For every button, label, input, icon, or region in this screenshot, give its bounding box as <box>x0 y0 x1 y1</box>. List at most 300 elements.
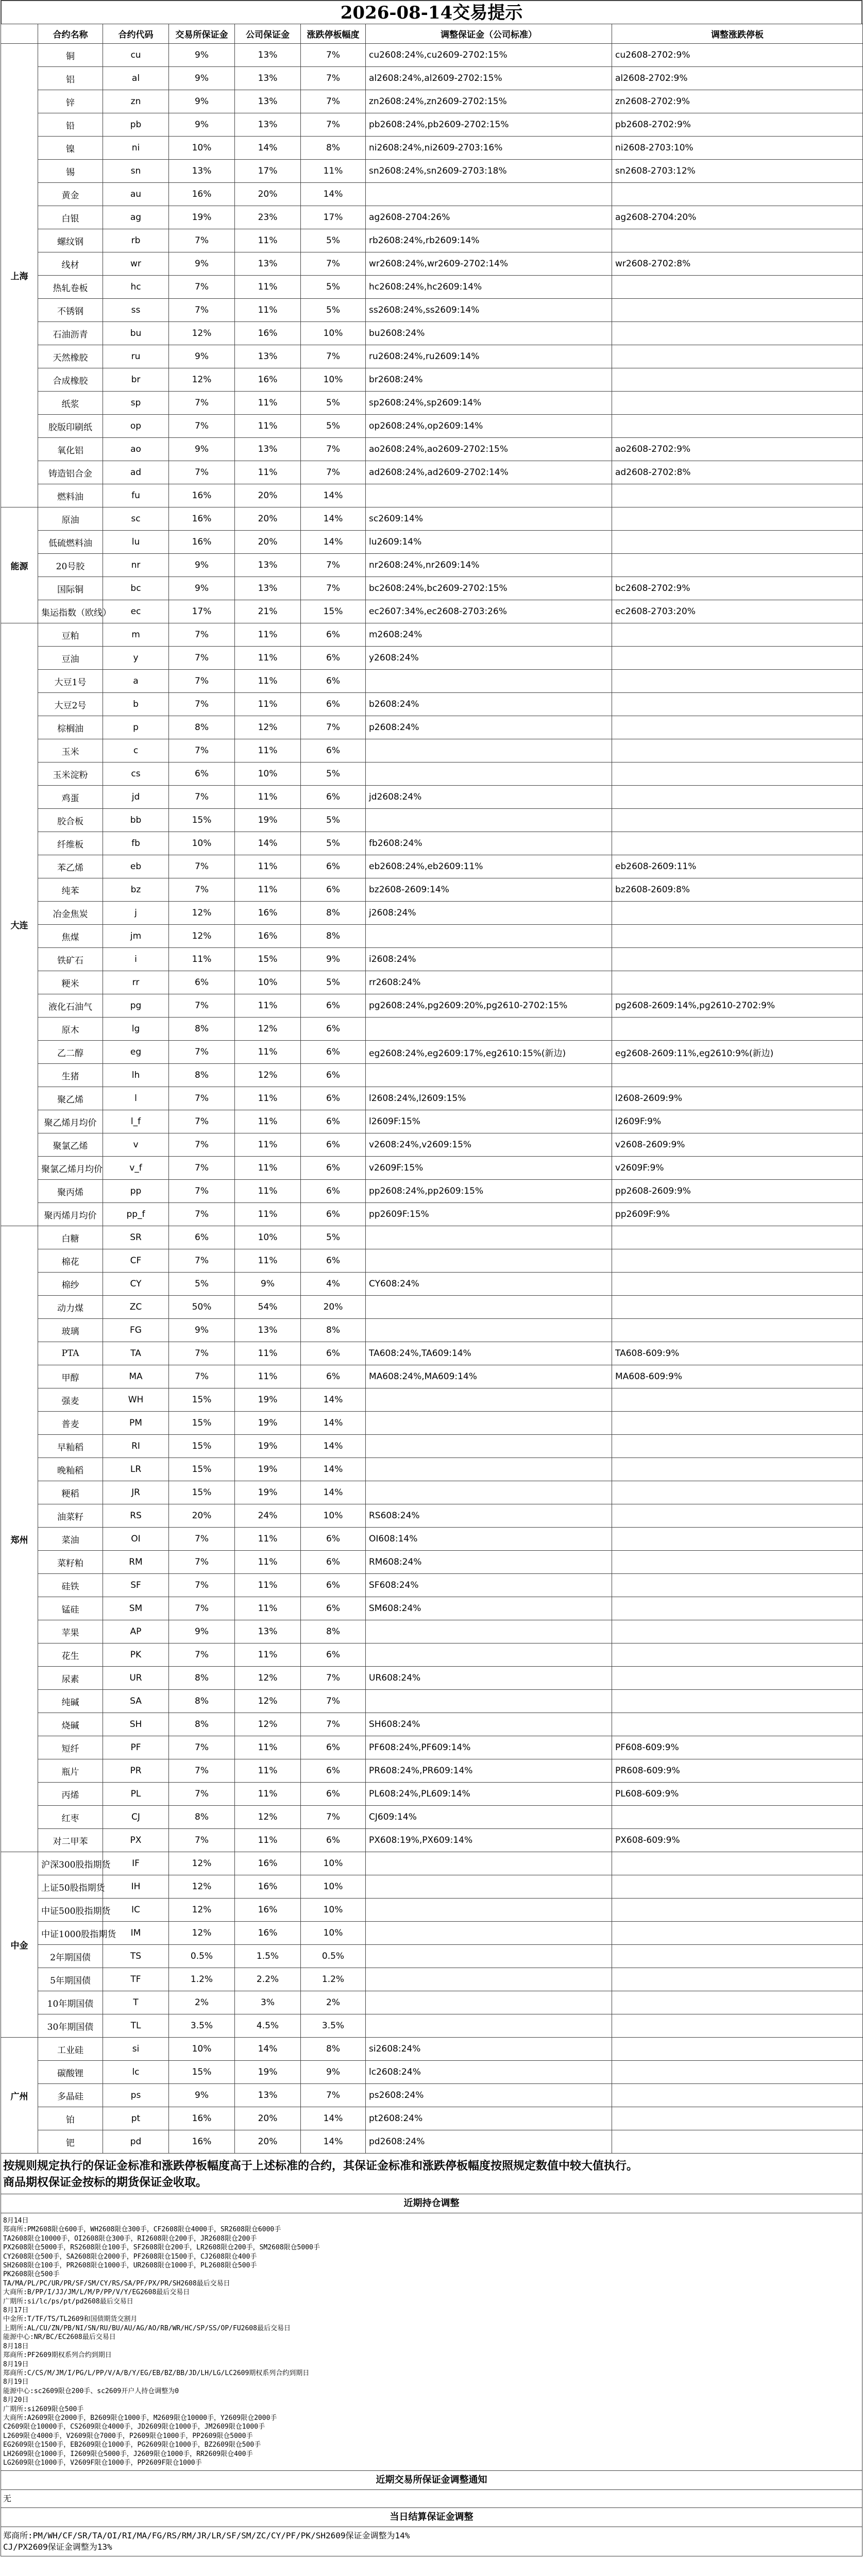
contract-code-cell: rb <box>103 229 169 252</box>
contract-name-cell: 白银 <box>38 206 103 229</box>
company-margin-cell: 11% <box>235 1133 301 1157</box>
contract-code-cell: y <box>103 647 169 670</box>
company-margin-cell: 11% <box>235 415 301 438</box>
contract-code-cell: pg <box>103 994 169 1018</box>
adjusted-margin-cell: eb2608:24%,eb2609:11% <box>366 855 612 878</box>
contract-code-cell: OI <box>103 1528 169 1551</box>
company-margin-cell: 16% <box>235 902 301 925</box>
adjusted-limit-cell <box>612 299 863 322</box>
adjusted-margin-cell: SH608:24% <box>366 1713 612 1736</box>
price-limit-cell: 2% <box>301 1991 366 2014</box>
contract-code-cell: IH <box>103 1875 169 1899</box>
contract-name-cell: 10年期国债 <box>38 1991 103 2014</box>
contract-name-cell: 锡 <box>38 160 103 183</box>
contract-code-cell: au <box>103 183 169 206</box>
table-row <box>1 2038 863 2061</box>
contract-name-cell: 晚籼稻 <box>38 1458 103 1481</box>
exchange-margin-cell: 12% <box>169 1875 235 1899</box>
price-limit-cell: 7% <box>301 252 366 276</box>
price-limit-cell: 8% <box>301 1620 366 1643</box>
adjusted-limit-cell <box>612 1620 863 1643</box>
adjusted-limit-cell <box>612 1528 863 1551</box>
contract-code-cell: nr <box>103 554 169 577</box>
contract-code-cell: TL <box>103 2014 169 2038</box>
contract-code-cell: fu <box>103 484 169 507</box>
company-margin-cell: 12% <box>235 1806 301 1829</box>
contract-code-cell: op <box>103 415 169 438</box>
table-row <box>1 2014 863 2038</box>
adjusted-margin-cell: lu2609:14% <box>366 531 612 554</box>
header-exchange-margin: 交易所保证金 <box>169 24 235 44</box>
company-margin-cell: 14% <box>235 2038 301 2061</box>
adjusted-margin-cell <box>366 1899 612 1922</box>
price-limit-cell: 14% <box>301 2107 366 2130</box>
contract-code-cell: jd <box>103 786 169 809</box>
exchange-margin-cell: 9% <box>169 67 235 90</box>
price-limit-cell: 6% <box>301 1365 366 1388</box>
adjusted-margin-cell: bc2608:24%,bc2609-2702:15% <box>366 577 612 600</box>
contract-name-cell: 国际铜 <box>38 577 103 600</box>
company-margin-cell: 11% <box>235 229 301 252</box>
price-limit-cell: 8% <box>301 925 366 948</box>
exchange-margin-cell: 16% <box>169 484 235 507</box>
adjusted-margin-cell: CY608:24% <box>366 1273 612 1296</box>
contract-name-cell: 铝 <box>38 67 103 90</box>
company-margin-cell: 12% <box>235 1713 301 1736</box>
exchange-margin-cell: 12% <box>169 1922 235 1945</box>
table-row <box>1 716 863 739</box>
adjusted-margin-cell: ss2608:24%,ss2609:14% <box>366 299 612 322</box>
company-margin-cell: 11% <box>235 855 301 878</box>
adjusted-limit-cell <box>612 2107 863 2130</box>
adjusted-limit-cell <box>612 1806 863 1829</box>
adjusted-margin-cell <box>366 1319 612 1342</box>
table-row <box>1 994 863 1018</box>
price-limit-cell: 6% <box>301 1180 366 1203</box>
today-deposit-body: 郑商所:PM/WH/CF/SR/TA/OI/RI/MA/FG/RS/RM/JR/LR/SF/SM/ZC/CY/PF/PK/SH2609保证金调整为14% CJ/PX2609保证金调整为13% <box>1 2527 862 2556</box>
price-limit-cell: 7% <box>301 90 366 113</box>
price-limit-cell: 6% <box>301 994 366 1018</box>
table-row <box>1 1968 863 1991</box>
exchange-margin-cell: 12% <box>169 322 235 345</box>
company-margin-cell: 10% <box>235 971 301 994</box>
adjusted-margin-cell <box>366 1481 612 1504</box>
company-margin-cell: 20% <box>235 531 301 554</box>
contract-code-cell: MA <box>103 1365 169 1388</box>
price-limit-cell: 14% <box>301 2130 366 2154</box>
price-limit-cell: 6% <box>301 670 366 693</box>
adjusted-margin-cell: SF608:24% <box>366 1574 612 1597</box>
price-limit-cell: 7% <box>301 113 366 137</box>
adjusted-margin-cell: ag2608-2704:26% <box>366 206 612 229</box>
company-margin-cell: 13% <box>235 252 301 276</box>
contract-code-cell: rr <box>103 971 169 994</box>
exchange-margin-cell: 9% <box>169 577 235 600</box>
company-margin-cell: 11% <box>235 1157 301 1180</box>
adjusted-margin-cell: PX608:19%,PX609:14% <box>366 1829 612 1852</box>
contract-name-cell: 油菜籽 <box>38 1504 103 1528</box>
exchange-margin-cell: 6% <box>169 762 235 786</box>
company-margin-cell: 11% <box>235 1342 301 1365</box>
contract-name-cell: 纤维板 <box>38 832 103 855</box>
company-margin-cell: 4.5% <box>235 2014 301 2038</box>
exchange-margin-cell: 7% <box>169 647 235 670</box>
table-row <box>1 1783 863 1806</box>
price-limit-cell: 7% <box>301 345 366 368</box>
adjusted-margin-cell <box>366 1968 612 1991</box>
adjusted-limit-cell <box>612 786 863 809</box>
adjusted-limit-cell: l2609F:9% <box>612 1110 863 1133</box>
contract-code-cell: SM <box>103 1597 169 1620</box>
contract-name-cell: 胶版印刷纸 <box>38 415 103 438</box>
contract-code-cell: IM <box>103 1922 169 1945</box>
contract-name-cell: 锌 <box>38 90 103 113</box>
price-limit-cell: 14% <box>301 484 366 507</box>
contract-code-cell: br <box>103 368 169 392</box>
margin-table <box>1 24 863 2154</box>
table-row <box>1 368 863 392</box>
adjusted-limit-cell <box>612 971 863 994</box>
adjusted-limit-cell <box>612 322 863 345</box>
contract-code-cell: ss <box>103 299 169 322</box>
contract-name-cell: 30年期国债 <box>38 2014 103 2038</box>
table-row <box>1 276 863 299</box>
contract-code-cell: cu <box>103 44 169 67</box>
company-margin-cell: 54% <box>235 1296 301 1319</box>
adjusted-limit-cell <box>612 948 863 971</box>
contract-code-cell: wr <box>103 252 169 276</box>
contract-name-cell: 螺纹钢 <box>38 229 103 252</box>
contract-code-cell: pp <box>103 1180 169 1203</box>
adjusted-limit-cell: bz2608-2609:8% <box>612 878 863 902</box>
exchange-margin-cell: 7% <box>169 1829 235 1852</box>
price-limit-cell: 10% <box>301 1875 366 1899</box>
table-row <box>1 1597 863 1620</box>
contract-code-cell: sp <box>103 392 169 415</box>
contract-name-cell: 工业硅 <box>38 2038 103 2061</box>
contract-code-cell: CF <box>103 1249 169 1273</box>
contract-name-cell: 苹果 <box>38 1620 103 1643</box>
contract-name-cell: 燃料油 <box>38 484 103 507</box>
adjusted-margin-cell: si2608:24% <box>366 2038 612 2061</box>
price-limit-cell: 20% <box>301 1296 366 1319</box>
adjusted-limit-cell <box>612 1551 863 1574</box>
adjusted-margin-cell: jd2608:24% <box>366 786 612 809</box>
contract-code-cell: PK <box>103 1643 169 1667</box>
company-margin-cell: 11% <box>235 1574 301 1597</box>
price-limit-cell: 8% <box>301 902 366 925</box>
adjusted-margin-cell: pt2608:24% <box>366 2107 612 2130</box>
table-row <box>1 925 863 948</box>
adjusted-margin-cell <box>366 1852 612 1875</box>
adjusted-limit-cell <box>612 2130 863 2154</box>
price-limit-cell: 5% <box>301 276 366 299</box>
contract-code-cell: JR <box>103 1481 169 1504</box>
table-row <box>1 739 863 762</box>
adjusted-limit-cell <box>612 276 863 299</box>
table-row <box>1 322 863 345</box>
adjusted-margin-cell <box>366 1296 612 1319</box>
exchange-margin-cell: 19% <box>169 206 235 229</box>
adjusted-margin-cell: al2608:24%,al2609-2702:15% <box>366 67 612 90</box>
company-margin-cell: 13% <box>235 438 301 461</box>
table-row <box>1 415 863 438</box>
header-price-limit: 涨跌停板幅度 <box>301 24 366 44</box>
contract-name-cell: 胶合板 <box>38 809 103 832</box>
price-limit-cell: 6% <box>301 1203 366 1226</box>
price-limit-cell: 14% <box>301 1388 366 1412</box>
company-margin-cell: 19% <box>235 1458 301 1481</box>
exchange-margin-cell: 9% <box>169 438 235 461</box>
contract-code-cell: SF <box>103 1574 169 1597</box>
contract-name-cell: 碳酸锂 <box>38 2061 103 2084</box>
company-margin-cell: 15% <box>235 948 301 971</box>
price-limit-cell: 6% <box>301 1041 366 1064</box>
exchange-margin-cell: 16% <box>169 183 235 206</box>
table-row <box>1 1551 863 1574</box>
table-row <box>1 878 863 902</box>
adjusted-margin-cell: l2608:24%,l2609:15% <box>366 1087 612 1110</box>
price-limit-cell: 17% <box>301 206 366 229</box>
adjusted-limit-cell: wr2608-2702:8% <box>612 252 863 276</box>
table-row <box>1 345 863 368</box>
contract-name-cell: 苯乙烯 <box>38 855 103 878</box>
exchange-margin-cell: 7% <box>169 670 235 693</box>
company-margin-cell: 11% <box>235 1365 301 1388</box>
adjusted-margin-cell <box>366 809 612 832</box>
company-margin-cell: 11% <box>235 461 301 484</box>
adjusted-margin-cell: hc2608:24%,hc2609:14% <box>366 276 612 299</box>
adjusted-margin-cell: sp2608:24%,sp2609:14% <box>366 392 612 415</box>
price-limit-cell: 0.5% <box>301 1945 366 1968</box>
adjusted-margin-cell: PF608:24%,PF609:14% <box>366 1736 612 1759</box>
contract-code-cell: eb <box>103 855 169 878</box>
exchange-margin-cell: 7% <box>169 1180 235 1203</box>
contract-code-cell: m <box>103 623 169 647</box>
price-limit-cell: 7% <box>301 554 366 577</box>
contract-name-cell: 多晶硅 <box>38 2084 103 2107</box>
company-margin-cell: 11% <box>235 994 301 1018</box>
contract-name-cell: 纯苯 <box>38 878 103 902</box>
adjusted-limit-cell <box>612 1852 863 1875</box>
contract-code-cell: jm <box>103 925 169 948</box>
contract-code-cell: TA <box>103 1342 169 1365</box>
table-row <box>1 1087 863 1110</box>
contract-name-cell: 白糖 <box>38 1226 103 1249</box>
price-limit-cell: 6% <box>301 1133 366 1157</box>
price-limit-cell: 5% <box>301 299 366 322</box>
company-margin-cell: 2.2% <box>235 1968 301 1991</box>
contract-name-cell: 聚氯乙烯月均价 <box>38 1157 103 1180</box>
price-limit-cell: 6% <box>301 623 366 647</box>
contract-name-cell: 20号胶 <box>38 554 103 577</box>
adjusted-margin-cell <box>366 1388 612 1412</box>
exchange-cell: 能源 <box>1 507 38 623</box>
contract-code-cell: a <box>103 670 169 693</box>
table-row <box>1 160 863 183</box>
exchange-cell: 郑州 <box>1 1226 38 1852</box>
company-margin-cell: 16% <box>235 925 301 948</box>
company-margin-cell: 20% <box>235 2107 301 2130</box>
price-limit-cell: 5% <box>301 762 366 786</box>
exchange-margin-cell: 7% <box>169 1551 235 1574</box>
table-row <box>1 1504 863 1528</box>
adjusted-limit-cell: pb2608-2702:9% <box>612 113 863 137</box>
price-limit-cell: 6% <box>301 647 366 670</box>
contract-name-cell: 集运指数（欧线） <box>38 600 103 623</box>
adjusted-limit-cell <box>612 1018 863 1041</box>
adjusted-margin-cell: fb2608:24% <box>366 832 612 855</box>
company-margin-cell: 11% <box>235 878 301 902</box>
company-margin-cell: 12% <box>235 1018 301 1041</box>
exchange-margin-cell: 12% <box>169 1852 235 1875</box>
adjusted-margin-cell: ni2608:24%,ni2609-2703:16% <box>366 137 612 160</box>
adjusted-margin-cell: zn2608:24%,zn2609-2702:15% <box>366 90 612 113</box>
exchange-margin-cell: 15% <box>169 809 235 832</box>
adjusted-limit-cell <box>612 392 863 415</box>
table-row <box>1 577 863 600</box>
exchange-margin-cell: 9% <box>169 1319 235 1342</box>
adjusted-margin-cell: sc2609:14% <box>366 507 612 531</box>
contract-code-cell: RM <box>103 1551 169 1574</box>
contract-name-cell: 聚丙烯 <box>38 1180 103 1203</box>
adjusted-limit-cell: MA608-609:9% <box>612 1365 863 1388</box>
exchange-margin-cell: 7% <box>169 693 235 716</box>
price-limit-cell: 10% <box>301 1504 366 1528</box>
adjusted-limit-cell <box>612 1458 863 1481</box>
company-margin-cell: 11% <box>235 623 301 647</box>
company-margin-cell: 14% <box>235 832 301 855</box>
exchange-margin-cell: 1.2% <box>169 1968 235 1991</box>
price-limit-cell: 6% <box>301 1157 366 1180</box>
price-limit-cell: 5% <box>301 229 366 252</box>
exchange-margin-cell: 8% <box>169 1018 235 1041</box>
exchange-margin-cell: 7% <box>169 1157 235 1180</box>
table-row <box>1 206 863 229</box>
table-row <box>1 809 863 832</box>
table-row <box>1 1829 863 1852</box>
adjusted-limit-cell: pg2608-2609:14%,pg2610-2702:9% <box>612 994 863 1018</box>
contract-name-cell: 豆油 <box>38 647 103 670</box>
contract-name-cell: 铂 <box>38 2107 103 2130</box>
contract-name-cell: 聚氯乙烯 <box>38 1133 103 1157</box>
exchange-cell: 中金 <box>1 1852 38 2038</box>
table-row <box>1 948 863 971</box>
exchange-margin-cell: 2% <box>169 1991 235 2014</box>
table-row <box>1 252 863 276</box>
contract-name-cell: 粳米 <box>38 971 103 994</box>
adjusted-limit-cell: PR608-609:9% <box>612 1759 863 1783</box>
table-row <box>1 623 863 647</box>
contract-code-cell: lc <box>103 2061 169 2084</box>
company-margin-cell: 11% <box>235 670 301 693</box>
company-margin-cell: 19% <box>235 1388 301 1412</box>
contract-name-cell: 原油 <box>38 507 103 531</box>
contract-code-cell: CJ <box>103 1806 169 1829</box>
adjusted-limit-cell <box>612 809 863 832</box>
exchange-margin-cell: 7% <box>169 1342 235 1365</box>
recent-position-body: 8月14日 郑商所:PM2608限仓600手，WH2608限仓300手，CF2608限仓4000手，SR2608限仓6000手 TA2608限仓10000手，OI2608限仓300手，RI2608限仓200手，JR2608限仓200手 PX2608限仓5000手，RS2608限仓100手，SF2608限仓200手，LR2608限仓200手，SM2608限仓5000手 CY2608限仓500手，SA2608限仓2000手，PF2608限仓1500手，CJ2608限仓400手 SH2608限仓100手，PR2608限仓1000手，UR2608限仓1000手，PL2608限仓500手 PK2608限仓500手 TA/MA/PL/PC/UR/PR/SF/SM/CY/RS/SA/PF/PX/PR/SH2608最后交易日 大商所:B/PP/I/JJ/JM/L/M/P/PP/V/Y/EG2608最后交易日 广期所:si/lc/ps/pt/pd2608最后交易日 8月17日 中金所:T/TF/TS/TL2609和国债期货交割月 上期所:AL/CU/ZN/PB/NI/SN/RU/BU/AU/AG/AO/RB/WR/HC/SP/SS/OP/FU2608最后交易日 能源中心:NR/BC/EC2608最后交易日 8月18日 郑商所:PF2609期权系列合约到期日 8月19日 郑商所:C/CS/M/JM/I/PG/L/PP/V/A/B/Y/EG/EB/BZ/BB/JD/LH/LG/LC2609期权系列合约到期日 8月19日 能源中心:sc2609限仓200手、sc2609开户人持仓调整为0 8月20日 广期所:si2609限仓500手 大商所:A2609限仓2000手，B2609限仓1000手，M2609限仓10000手，Y2609限仓2000手 C2609限仓10000手，CS2609限仓4000手，JD2609限仓1000手，JM2609限仓1000手 L2609限仓4000手，V2609限仓7000手，P2609限仓1000手，PP2609限仓5000手 EG2609限仓1500手，EB2609限仓1000手，PG2609限仓1000手，BZ2609限仓500手 LH2609限仓1000手，I2609限仓5000手，J2609限仓1000手，RR2609限仓400手 LG2609限仓1000手，V2609F限仓1000手，PP2609F限仓1000手 <box>1 2213 862 2471</box>
adjusted-margin-cell: op2608:24%,op2609:14% <box>366 415 612 438</box>
contract-name-cell: 短纤 <box>38 1736 103 1759</box>
price-limit-cell: 6% <box>301 1551 366 1574</box>
exchange-margin-cell: 8% <box>169 1064 235 1087</box>
price-limit-cell: 6% <box>301 1643 366 1667</box>
contract-name-cell: 菜油 <box>38 1528 103 1551</box>
contract-name-cell: 原木 <box>38 1018 103 1041</box>
table-row <box>1 1180 863 1203</box>
contract-name-cell: 玉米淀粉 <box>38 762 103 786</box>
adjusted-margin-cell: bu2608:24% <box>366 322 612 345</box>
exchange-margin-cell: 8% <box>169 1713 235 1736</box>
table-row <box>1 392 863 415</box>
price-limit-cell: 1.2% <box>301 1968 366 1991</box>
table-row <box>1 1690 863 1713</box>
contract-name-cell: 纯碱 <box>38 1690 103 1713</box>
exchange-margin-cell: 20% <box>169 1504 235 1528</box>
table-row <box>1 1852 863 1875</box>
contract-name-cell: 大豆2号 <box>38 693 103 716</box>
contract-code-cell: l_f <box>103 1110 169 1133</box>
exchange-margin-cell: 7% <box>169 1087 235 1110</box>
adjusted-limit-cell <box>612 1945 863 1968</box>
adjusted-limit-cell <box>612 739 863 762</box>
contract-code-cell: pb <box>103 113 169 137</box>
price-limit-cell: 6% <box>301 693 366 716</box>
adjusted-limit-cell: ni2608-2703:10% <box>612 137 863 160</box>
adjusted-margin-cell: wr2608:24%,wr2609-2702:14% <box>366 252 612 276</box>
company-margin-cell: 19% <box>235 1435 301 1458</box>
price-limit-cell: 5% <box>301 1226 366 1249</box>
adjusted-margin-cell: TA608:24%,TA609:14% <box>366 1342 612 1365</box>
company-margin-cell: 20% <box>235 2130 301 2154</box>
contract-name-cell: 线材 <box>38 252 103 276</box>
header-contract-name: 合约名称 <box>38 24 103 44</box>
adjusted-limit-cell: v2608-2609:9% <box>612 1133 863 1157</box>
company-margin-cell: 11% <box>235 392 301 415</box>
adjusted-limit-cell: cu2608-2702:9% <box>612 44 863 67</box>
adjusted-limit-cell <box>612 345 863 368</box>
contract-name-cell: 铸造铝合金 <box>38 461 103 484</box>
exchange-margin-cell: 7% <box>169 276 235 299</box>
adjusted-limit-cell <box>612 229 863 252</box>
contract-code-cell: UR <box>103 1667 169 1690</box>
exchange-margin-cell: 7% <box>169 1249 235 1273</box>
contract-code-cell: bu <box>103 322 169 345</box>
table-row <box>1 693 863 716</box>
table-row <box>1 44 863 67</box>
contract-name-cell: 豆粕 <box>38 623 103 647</box>
company-margin-cell: 19% <box>235 1412 301 1435</box>
contract-name-cell: 合成橡胶 <box>38 368 103 392</box>
price-limit-cell: 8% <box>301 1319 366 1342</box>
contract-code-cell: pp_f <box>103 1203 169 1226</box>
price-limit-cell: 7% <box>301 1690 366 1713</box>
adjusted-limit-cell <box>612 1574 863 1597</box>
contract-code-cell: ag <box>103 206 169 229</box>
contract-name-cell: 红枣 <box>38 1806 103 1829</box>
adjusted-limit-cell: PL608-609:9% <box>612 1783 863 1806</box>
notice-text: 按规则规定执行的保证金标准和涨跌停板幅度高于上述标准的合约，其保证金标准和涨跌停板幅度按照规定数值中较大值执行。 商品期权保证金按标的期货保证金收取。 <box>3 2159 638 2189</box>
adjusted-limit-cell <box>612 832 863 855</box>
adjusted-margin-cell <box>366 1643 612 1667</box>
table-row <box>1 1157 863 1180</box>
header-adjusted-margin: 调整保证金（公司标准） <box>366 24 612 44</box>
adjusted-margin-cell: pp2609F:15% <box>366 1203 612 1226</box>
adjusted-margin-cell: ps2608:24% <box>366 2084 612 2107</box>
adjusted-margin-cell: rb2608:24%,rb2609:14% <box>366 229 612 252</box>
adjusted-margin-cell <box>366 1620 612 1643</box>
